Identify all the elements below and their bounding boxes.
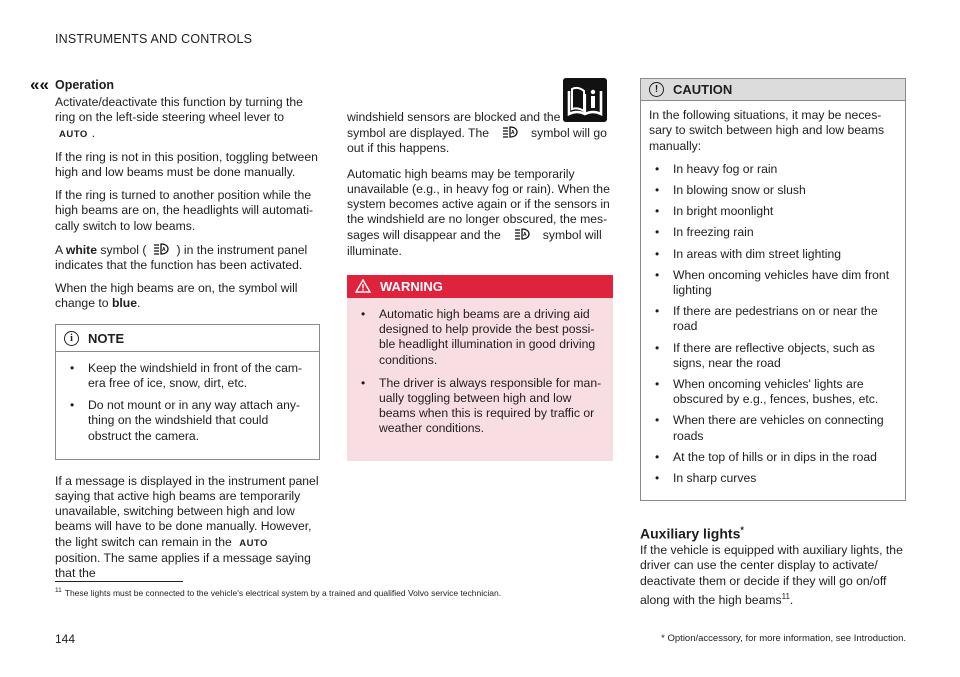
svg-text:A: A [511, 130, 515, 137]
list-item: • Keep the windshield in front of the cam-era free of ice, snow, dirt, etc. [64, 361, 311, 391]
text-bold: white [65, 242, 98, 257]
info-icon: i [64, 331, 79, 346]
column-1 [55, 78, 320, 589]
paragraph [55, 474, 320, 581]
svg-text:A: A [162, 246, 167, 253]
caution-label: CAUTION [673, 82, 733, 97]
column-2 [347, 110, 613, 461]
list-item: • At the top of hills or in dips in the road [649, 450, 897, 465]
paragraph [347, 110, 613, 157]
warning-list [347, 298, 613, 453]
text: . [137, 296, 141, 311]
footnote-text: These lights must be connected to the vehicle's electrical system by a trained and qualified Volvo service technician. [64, 587, 502, 598]
auto-high-beam-icon [513, 227, 531, 241]
list-item: • When there are vehicles on connecting roads [649, 413, 897, 443]
footnote-ref[interactable]: 11 [781, 591, 790, 601]
text: position. The same applies if a message saying that the [55, 550, 311, 581]
warning-label: WARNING [380, 278, 443, 294]
back-chevron-icon[interactable]: «« [30, 75, 49, 94]
caution-intro: In the following situations, it may be neces-sary to switch between high and low beams manually: [649, 108, 885, 153]
warning-triangle-icon [355, 279, 371, 293]
text: ) in the instrument panel indicates that the function has been activated. [55, 242, 308, 273]
list-item: • In freezing rain [649, 225, 897, 240]
warning-header [347, 275, 613, 298]
section-header: INSTRUMENTS AND CONTROLS [55, 32, 253, 46]
column-3 [640, 78, 906, 616]
text: If a message is displayed in the instrument panel saying that active high beams are temporarily unavailable, switching between high and low beams will have to be done manually. However, the light switch can remain in the [55, 473, 319, 549]
text: Activate/deactivate this function by turning the ring on the left-side steering wheel lever to [55, 95, 303, 125]
text: When the high beams are on, the symbol will change to [55, 281, 298, 311]
warning-box [347, 275, 613, 461]
list-item: • When oncoming vehicles have dim front lighting [649, 268, 897, 298]
caution-box [640, 78, 906, 501]
list-item: • In heavy fog or rain [649, 162, 897, 177]
list-item: • In sharp curves [649, 471, 897, 486]
paragraph [55, 281, 320, 311]
text: Automatic high beams may be temporarily unavailable (e.g., in heavy fog or rain). When the system becomes active again or if the sensors in the windshield are no longer obscured, the mes-sages will disappear and the [347, 166, 610, 243]
paragraph [640, 543, 906, 608]
auto-symbol: AUTO [59, 128, 88, 140]
list-item: • The driver is always responsible for man-ually toggling between high and low beams when this is required by traffic or weather conditions. [355, 376, 605, 437]
list-item: • In blowing snow or slush [649, 183, 897, 198]
caution-header [641, 79, 905, 101]
list-item: • Do not mount or in any way attach any-thing on the windshield that could obstruct the camera. [64, 398, 311, 444]
option-asterisk: * [740, 525, 744, 536]
paragraph [55, 242, 320, 273]
text: windshield sensors are blocked and the [347, 110, 561, 124]
list-item: • In areas with dim street lighting [649, 247, 897, 262]
text: symbol ( [100, 242, 147, 257]
text-bold: blue [111, 296, 137, 311]
footnote-divider [55, 581, 183, 582]
note-label: NOTE [88, 330, 125, 346]
paragraph [347, 167, 613, 259]
exclamation-icon: ! [649, 82, 664, 97]
text: symbol will illuminate. [347, 228, 602, 258]
page-number: 144 [55, 632, 76, 646]
auto-symbol: AUTO [239, 537, 268, 549]
operation-heading: Operation [55, 78, 115, 92]
note-box [55, 324, 320, 460]
list-item: • When oncoming vehicles' lights are obscured by e.g., fences, bushes, etc. [649, 377, 897, 407]
footnote-number: 11 [55, 587, 62, 594]
list-item: • If there are reflective objects, such as signs, near the road [649, 341, 897, 371]
svg-text:A: A [522, 232, 527, 239]
list-item: • In bright moonlight [649, 204, 897, 219]
footnote [55, 587, 501, 598]
note-list [56, 352, 319, 459]
note-header [56, 325, 319, 352]
caution-list [641, 158, 905, 500]
heading-text: Auxiliary lights [640, 525, 741, 542]
text: symbol will go out if this happens. [347, 126, 607, 156]
option-accessory-note: * Option/accessory, for more information, see Introduction. [661, 633, 906, 644]
list-item: • If there are pedestrians on or near the road [649, 304, 897, 334]
auto-high-beam-icon [152, 242, 170, 256]
auto-high-beam-icon [501, 125, 519, 139]
paragraph: If the ring is turned to another position while the high beams are on, the headlights will automati-cally switch to low beams. [55, 188, 314, 233]
list-item: • Automatic high beams are a driving aid designed to help provide the best possi-ble headlight illumination in good driving conditions. [355, 307, 605, 368]
paragraph [55, 95, 320, 142]
text: symbol are displayed. The [347, 126, 490, 141]
text: If the vehicle is equipped with auxiliary lights, the driver can use the center display to activate/ deactivate them or decide if they will go on/off along with the high beams [640, 543, 903, 607]
text: . [91, 125, 96, 140]
auxiliary-lights-heading [640, 523, 906, 542]
text: A [55, 242, 63, 257]
text: . [789, 592, 794, 607]
paragraph: If the ring is not in this position, toggling between high and low beams must be done manually. [55, 149, 318, 180]
